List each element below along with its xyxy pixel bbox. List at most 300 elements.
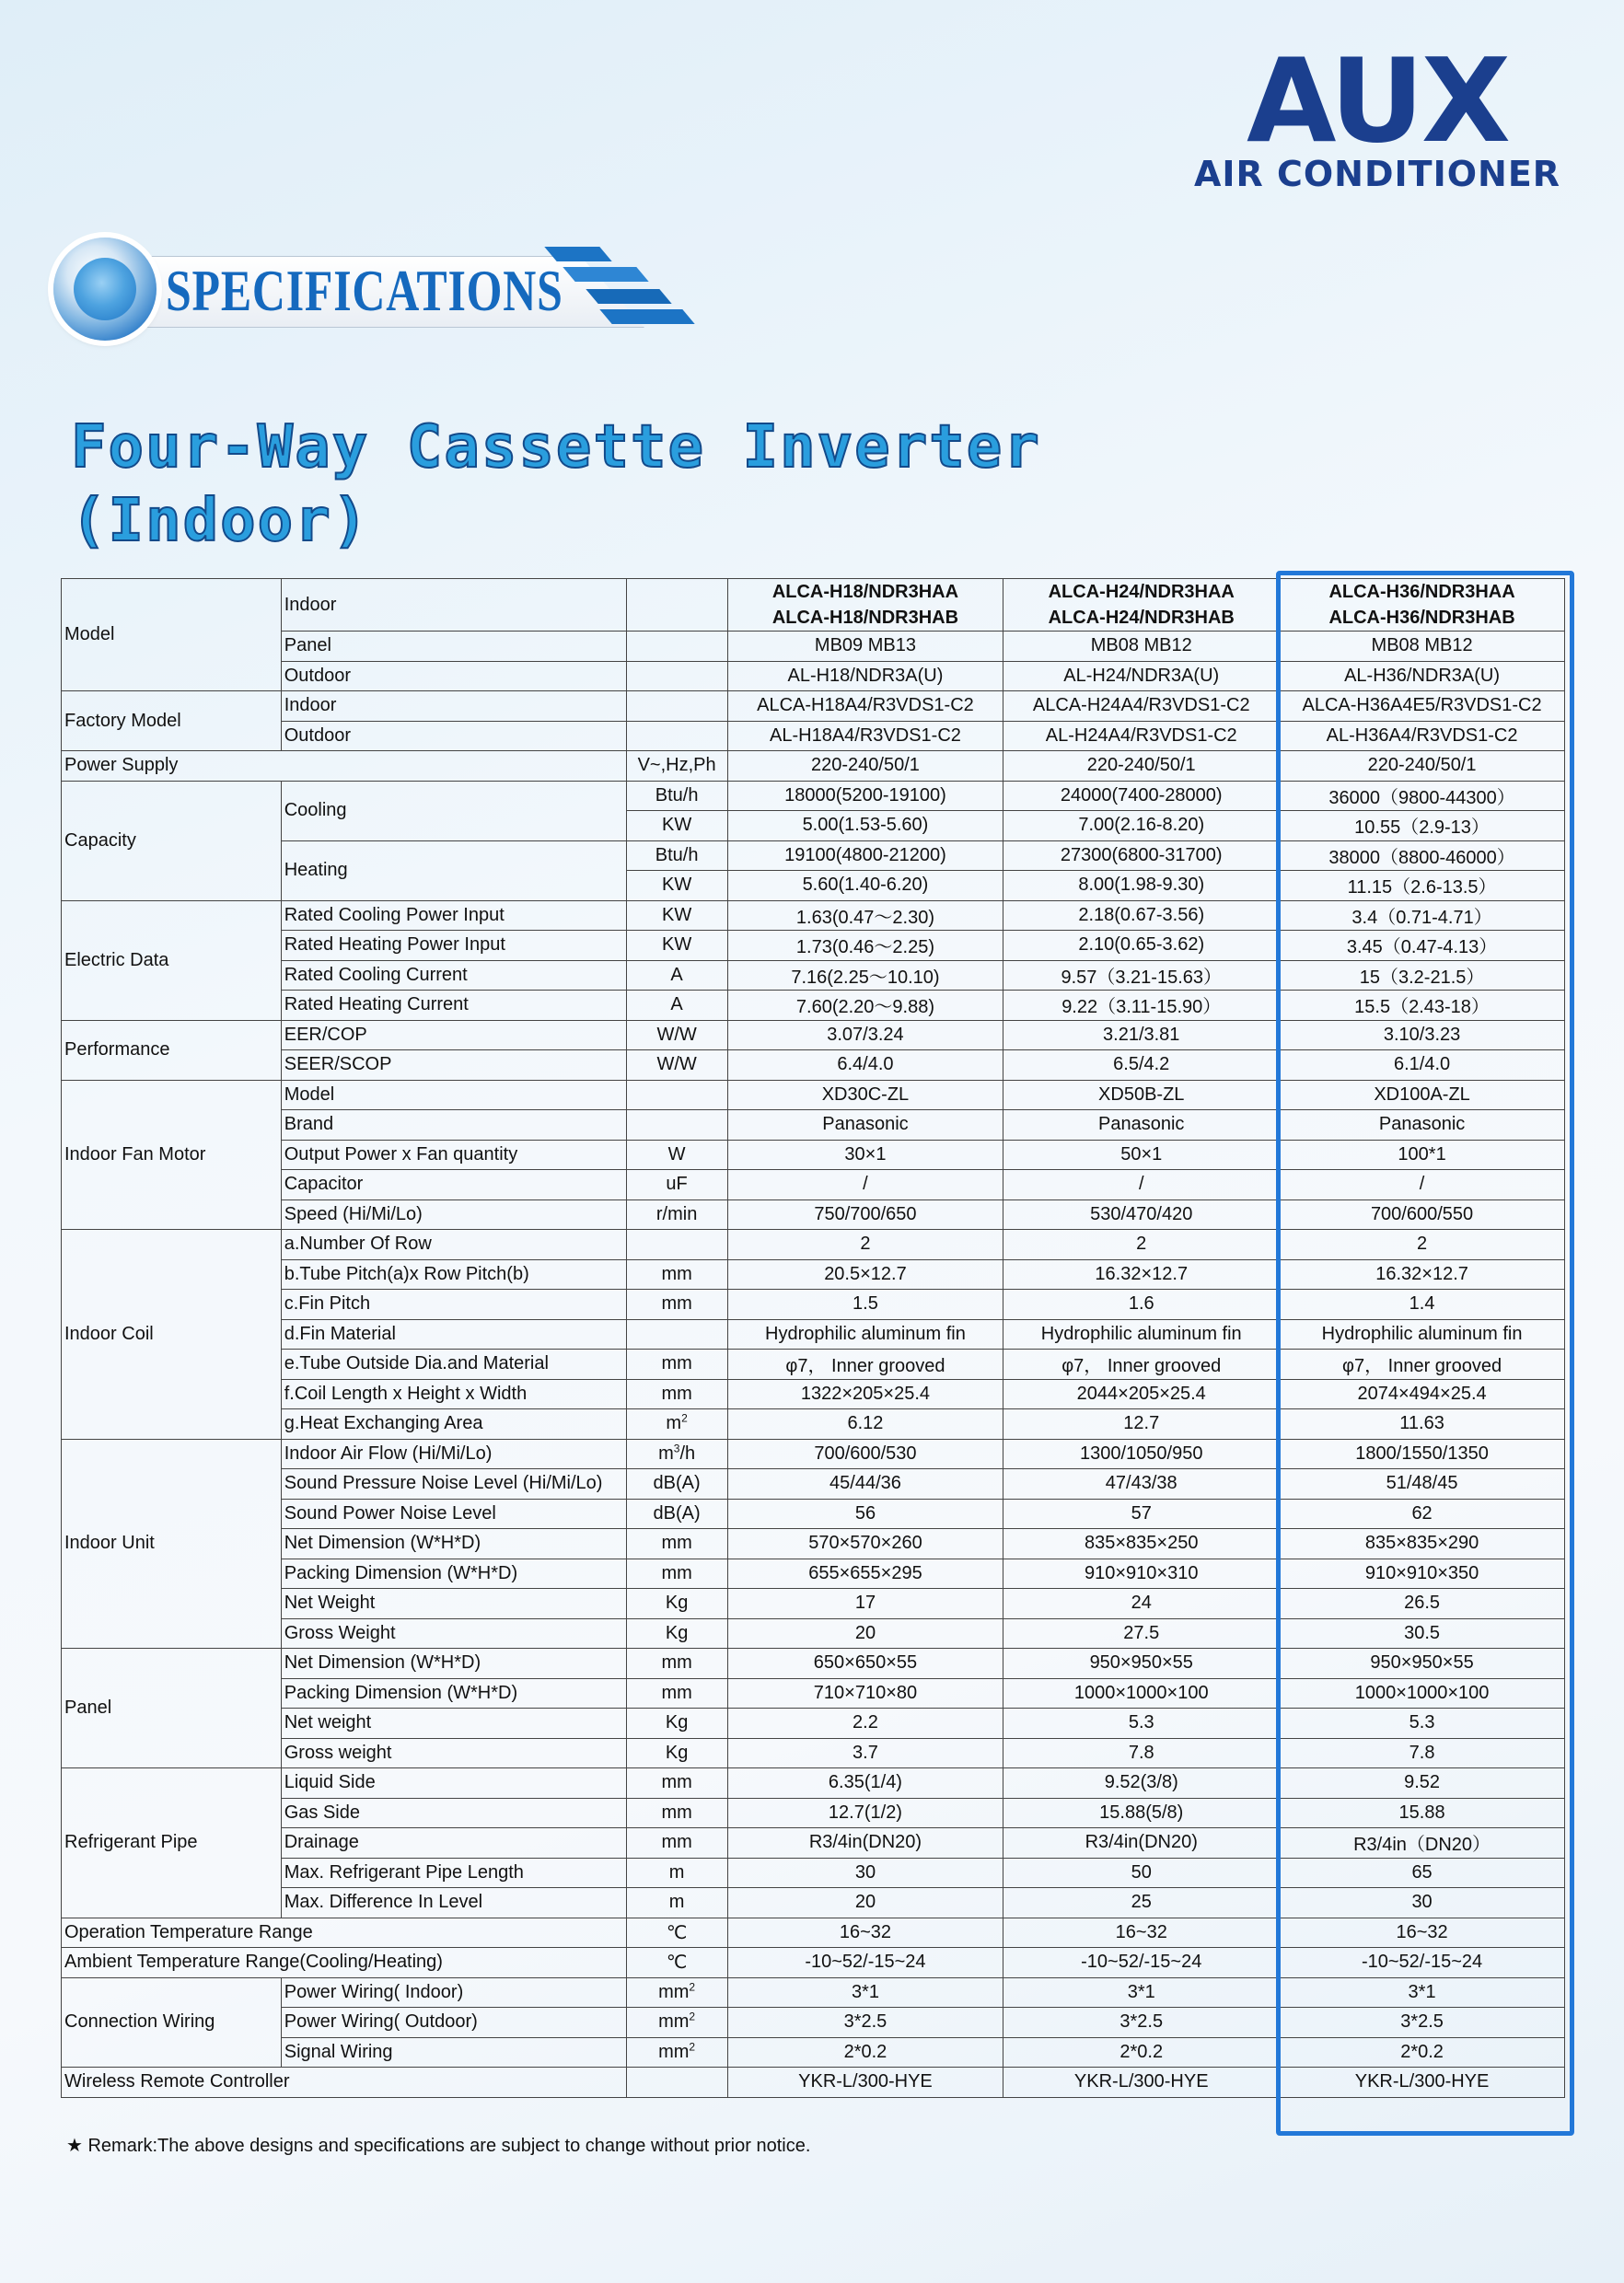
value-cell: 3*2.5 — [1003, 2008, 1280, 2038]
value-cell: / — [1003, 1170, 1280, 1200]
unit-cell: W — [626, 1140, 727, 1170]
value-cell: 2*0.2 — [1280, 2037, 1565, 2068]
table-row — [62, 1050, 1565, 1081]
item-label: Brand — [281, 1110, 626, 1141]
value-cell: AL-H24A4/R3VDS1-C2 — [1003, 721, 1280, 751]
value-cell: 3*1 — [1003, 1977, 1280, 2008]
value-cell: AL-H18A4/R3VDS1-C2 — [727, 721, 1003, 751]
unit-cell: m — [626, 1888, 727, 1918]
unit-cell: mm — [626, 1559, 727, 1589]
item-label: Signal Wiring — [281, 2037, 626, 2068]
value-cell: 5.3 — [1280, 1709, 1565, 1739]
value-cell: R3/4in(DN20) — [727, 1828, 1003, 1859]
group-label: Panel — [62, 1649, 282, 1768]
value-cell: AL-H36/NDR3A(U) — [1280, 661, 1565, 691]
value-cell: 220-240/50/1 — [727, 751, 1003, 782]
group-label: Refrigerant Pipe — [62, 1768, 282, 1918]
value-cell: R3/4in（DN20） — [1280, 1828, 1565, 1859]
value-cell: 15.5（2.43-18） — [1280, 991, 1565, 1021]
value-cell: 15.88(5/8) — [1003, 1798, 1280, 1828]
value-cell: 12.7(1/2) — [727, 1798, 1003, 1828]
item-label: Panel — [281, 632, 626, 662]
table-row — [62, 721, 1565, 751]
item-label: Outdoor — [281, 721, 626, 751]
value-cell: XD100A-ZL — [1280, 1080, 1565, 1110]
value-cell: 3.45（0.47-4.13） — [1280, 931, 1565, 961]
specifications-banner — [53, 238, 735, 348]
value-cell: 220-240/50/1 — [1280, 751, 1565, 782]
unit-cell: mm — [626, 1828, 727, 1859]
value-cell: 1.63(0.47～2.30) — [727, 900, 1003, 931]
value-cell: 5.3 — [1003, 1709, 1280, 1739]
value-cell: XD50B-ZL — [1003, 1080, 1280, 1110]
value-cell: 100*1 — [1280, 1140, 1565, 1170]
table-row — [62, 781, 1565, 811]
item-label: Drainage — [281, 1828, 626, 1859]
table-row — [62, 1828, 1565, 1859]
value-cell: 15.88 — [1280, 1798, 1565, 1828]
value-cell: 11.63 — [1280, 1409, 1565, 1440]
item-label: Indoor — [281, 691, 626, 722]
table-row — [62, 1080, 1565, 1110]
value-cell: 9.52(3/8) — [1003, 1768, 1280, 1799]
table-row — [62, 1409, 1565, 1440]
table-row — [62, 1020, 1565, 1050]
value-cell: 7.8 — [1003, 1738, 1280, 1768]
item-label: b.Tube Pitch(a)x Row Pitch(b) — [281, 1259, 626, 1290]
value-cell: 3*2.5 — [727, 2008, 1003, 2038]
unit-cell: dB(A) — [626, 1499, 727, 1529]
value-cell: 24 — [1003, 1589, 1280, 1619]
unit-cell: mm — [626, 1379, 727, 1409]
unit-cell — [626, 661, 727, 691]
item-label: Rated Heating Current — [281, 991, 626, 1021]
value-cell: 220-240/50/1 — [1003, 751, 1280, 782]
table-row — [62, 1290, 1565, 1320]
remark-note: ★ Remark:The above designs and specifications are subject to change without prior notice. — [66, 2136, 811, 2156]
table-row — [62, 900, 1565, 931]
value-cell: 3*1 — [1280, 1977, 1565, 2008]
table-row — [62, 991, 1565, 1021]
row-label: Wireless Remote Controller — [62, 2068, 627, 2098]
value-cell: 6.4/4.0 — [727, 1050, 1003, 1081]
unit-cell: Btu/h — [626, 781, 727, 811]
banner-stripe — [563, 267, 648, 282]
item-label: Packing Dimension (W*H*D) — [281, 1559, 626, 1589]
table-row — [62, 691, 1565, 722]
table-row — [62, 2037, 1565, 2068]
value-cell: 12.7 — [1003, 1409, 1280, 1440]
value-cell: 57 — [1003, 1499, 1280, 1529]
value-cell: XD30C-ZL — [727, 1080, 1003, 1110]
table-row — [62, 1678, 1565, 1709]
unit-cell: Btu/h — [626, 840, 727, 871]
banner-stripe — [586, 289, 671, 304]
value-cell: 3.21/3.81 — [1003, 1020, 1280, 1050]
value-cell: 30 — [1280, 1888, 1565, 1918]
table-row — [62, 1379, 1565, 1409]
value-cell: 9.22（3.11-15.90） — [1003, 991, 1280, 1021]
value-cell: 1.4 — [1280, 1290, 1565, 1320]
value-cell: 655×655×295 — [727, 1559, 1003, 1589]
value-cell: 10.55（2.9-13） — [1280, 811, 1565, 841]
unit-cell: mm — [626, 1350, 727, 1380]
value-cell: ALCA-H36A4E5/R3VDS1-C2 — [1280, 691, 1565, 722]
item-label: d.Fin Material — [281, 1319, 626, 1350]
item-label: Power Wiring( Indoor) — [281, 1977, 626, 2008]
unit-cell: W/W — [626, 1020, 727, 1050]
unit-cell — [626, 2068, 727, 2098]
item-label: Sound Power Noise Level — [281, 1499, 626, 1529]
item-label: Sound Pressure Noise Level (Hi/Mi/Lo) — [281, 1469, 626, 1500]
brand-logo — [1189, 33, 1566, 194]
unit-cell: ℃ — [626, 1918, 727, 1948]
item-label: Packing Dimension (W*H*D) — [281, 1678, 626, 1709]
value-cell: 38000（8800-46000） — [1280, 840, 1565, 871]
table-row — [62, 1230, 1565, 1260]
table-row — [62, 1768, 1565, 1799]
unit-cell: KW — [626, 871, 727, 901]
value-cell: 1322×205×25.4 — [727, 1379, 1003, 1409]
table-row — [62, 1140, 1565, 1170]
value-cell: φ7， Inner grooved — [727, 1350, 1003, 1380]
value-cell: 36000（9800-44300） — [1280, 781, 1565, 811]
table-row — [62, 1948, 1565, 1978]
value-cell: AL-H18/NDR3A(U) — [727, 661, 1003, 691]
value-cell: 20 — [727, 1618, 1003, 1649]
value-cell: 65 — [1280, 1858, 1565, 1888]
value-cell: ALCA-H36/NDR3HAA ALCA-H36/NDR3HAB — [1280, 579, 1565, 632]
table-row — [62, 1888, 1565, 1918]
group-label: Factory Model — [62, 691, 282, 751]
value-cell: 45/44/36 — [727, 1469, 1003, 1500]
value-cell: 950×950×55 — [1003, 1649, 1280, 1679]
table-row — [62, 1858, 1565, 1888]
value-cell: 1000×1000×100 — [1280, 1678, 1565, 1709]
value-cell: YKR-L/300-HYE — [727, 2068, 1003, 2098]
item-label: Max. Difference In Level — [281, 1888, 626, 1918]
value-cell: 3.07/3.24 — [727, 1020, 1003, 1050]
value-cell: Panasonic — [1003, 1110, 1280, 1141]
item-label: Indoor — [281, 579, 626, 632]
value-cell: 56 — [727, 1499, 1003, 1529]
unit-cell: Kg — [626, 1738, 727, 1768]
unit-cell: r/min — [626, 1199, 727, 1230]
value-cell: 2.18(0.67-3.56) — [1003, 900, 1280, 931]
value-cell: 5.60(1.40-6.20) — [727, 871, 1003, 901]
unit-cell — [626, 1110, 727, 1141]
item-label: Power Wiring( Outdoor) — [281, 2008, 626, 2038]
value-cell: MB08 MB12 — [1003, 632, 1280, 662]
value-cell: 30×1 — [727, 1140, 1003, 1170]
item-label: e.Tube Outside Dia.and Material — [281, 1350, 626, 1380]
value-cell: 2 — [1280, 1230, 1565, 1260]
item-label: Max. Refrigerant Pipe Length — [281, 1858, 626, 1888]
value-cell: 910×910×310 — [1003, 1559, 1280, 1589]
value-cell: 570×570×260 — [727, 1529, 1003, 1559]
value-cell: 2.10(0.65-3.62) — [1003, 931, 1280, 961]
value-cell: 9.52 — [1280, 1768, 1565, 1799]
value-cell: YKR-L/300-HYE — [1280, 2068, 1565, 2098]
item-label: Heating — [281, 840, 626, 900]
item-label: Rated Cooling Power Input — [281, 900, 626, 931]
table-row — [62, 2068, 1565, 2098]
value-cell: / — [1280, 1170, 1565, 1200]
item-label: f.Coil Length x Height x Width — [281, 1379, 626, 1409]
value-cell: 1.6 — [1003, 1290, 1280, 1320]
item-label: Cooling — [281, 781, 626, 840]
value-cell: 7.16(2.25～10.10) — [727, 960, 1003, 991]
table-row — [62, 751, 1565, 782]
value-cell: φ7， Inner grooved — [1003, 1350, 1280, 1380]
unit-cell: KW — [626, 931, 727, 961]
value-cell: 20 — [727, 1888, 1003, 1918]
value-cell: 2*0.2 — [727, 2037, 1003, 2068]
brand-tagline: AIR CONDITIONER — [1193, 154, 1561, 194]
value-cell: 7.60(2.20～9.88) — [727, 991, 1003, 1021]
value-cell: R3/4in(DN20) — [1003, 1828, 1280, 1859]
value-cell: φ7， Inner grooved — [1280, 1350, 1565, 1380]
value-cell: 710×710×80 — [727, 1678, 1003, 1709]
value-cell: MB09 MB13 — [727, 632, 1003, 662]
table-row — [62, 1618, 1565, 1649]
unit-cell: KW — [626, 811, 727, 841]
value-cell: 3*1 — [727, 1977, 1003, 2008]
page-title: Four-Way Cassette Inverter (Indoor) — [71, 413, 1041, 555]
value-cell: 2*0.2 — [1003, 2037, 1280, 2068]
table-row — [62, 632, 1565, 662]
value-cell: 5.00(1.53-5.60) — [727, 811, 1003, 841]
table-row — [62, 1110, 1565, 1141]
unit-cell: mm — [626, 1649, 727, 1679]
value-cell: 650×650×55 — [727, 1649, 1003, 1679]
table-row — [62, 1559, 1565, 1589]
value-cell: 30.5 — [1280, 1618, 1565, 1649]
value-cell: AL-H24/NDR3A(U) — [1003, 661, 1280, 691]
group-label: Indoor Coil — [62, 1230, 282, 1440]
value-cell: 3.7 — [727, 1738, 1003, 1768]
item-label: Rated Heating Power Input — [281, 931, 626, 961]
table-row — [62, 1499, 1565, 1529]
value-cell: 7.00(2.16-8.20) — [1003, 811, 1280, 841]
banner-title: SPECIFICATIONS — [166, 258, 563, 323]
table-row — [62, 1439, 1565, 1469]
table-row — [62, 1589, 1565, 1619]
item-label: Capacitor — [281, 1170, 626, 1200]
value-cell: 2.2 — [727, 1709, 1003, 1739]
value-cell: 6.1/4.0 — [1280, 1050, 1565, 1081]
unit-cell — [626, 691, 727, 722]
row-label: Power Supply — [62, 751, 627, 782]
item-label: Rated Cooling Current — [281, 960, 626, 991]
value-cell: 50×1 — [1003, 1140, 1280, 1170]
unit-cell: $m^3/h$ — [626, 1439, 727, 1469]
value-cell: AL-H36A4/R3VDS1-C2 — [1280, 721, 1565, 751]
value-cell: YKR-L/300-HYE — [1003, 2068, 1280, 2098]
unit-cell: mm — [626, 1259, 727, 1290]
value-cell: 910×910×350 — [1280, 1559, 1565, 1589]
table-row — [62, 579, 1565, 632]
group-label: Indoor Fan Motor — [62, 1080, 282, 1230]
unit-cell — [626, 1230, 727, 1260]
item-label: Indoor Air Flow (Hi/Mi/Lo) — [281, 1439, 626, 1469]
row-label: Ambient Temperature Range(Cooling/Heating) — [62, 1948, 627, 1978]
table-row — [62, 1798, 1565, 1828]
value-cell: 750/700/650 — [727, 1199, 1003, 1230]
table-row — [62, 1977, 1565, 2008]
value-cell: 47/43/38 — [1003, 1469, 1280, 1500]
table-row — [62, 1529, 1565, 1559]
item-label: Gross weight — [281, 1738, 626, 1768]
group-label: Performance — [62, 1020, 282, 1080]
value-cell: Hydrophilic aluminum fin — [1280, 1319, 1565, 1350]
value-cell: 3*2.5 — [1280, 2008, 1565, 2038]
value-cell: 16~32 — [1003, 1918, 1280, 1948]
item-label: Net Dimension (W*H*D) — [281, 1529, 626, 1559]
value-cell: Panasonic — [727, 1110, 1003, 1141]
value-cell: 6.5/4.2 — [1003, 1050, 1280, 1081]
item-label: Liquid Side — [281, 1768, 626, 1799]
unit-cell: mm — [626, 1529, 727, 1559]
item-label: Gas Side — [281, 1798, 626, 1828]
item-label: EER/COP — [281, 1020, 626, 1050]
value-cell: ALCA-H24/NDR3HAA ALCA-H24/NDR3HAB — [1003, 579, 1280, 632]
value-cell: 27300(6800-31700) — [1003, 840, 1280, 871]
table-row — [62, 960, 1565, 991]
value-cell: 17 — [727, 1589, 1003, 1619]
item-label: a.Number Of Row — [281, 1230, 626, 1260]
value-cell: 50 — [1003, 1858, 1280, 1888]
item-label: Model — [281, 1080, 626, 1110]
value-cell: 530/470/420 — [1003, 1199, 1280, 1230]
value-cell: 1300/1050/950 — [1003, 1439, 1280, 1469]
value-cell: 6.12 — [727, 1409, 1003, 1440]
table-row — [62, 1649, 1565, 1679]
group-label: Indoor Unit — [62, 1439, 282, 1649]
value-cell: 3.4（0.71-4.71） — [1280, 900, 1565, 931]
table-row — [62, 1350, 1565, 1380]
unit-cell: m — [626, 1858, 727, 1888]
value-cell: -10~52/-15~24 — [727, 1948, 1003, 1978]
value-cell: -10~52/-15~24 — [1003, 1948, 1280, 1978]
unit-cell: A — [626, 960, 727, 991]
value-cell: 9.57（3.21-15.63） — [1003, 960, 1280, 991]
unit-cell: $mm^2$ — [626, 1977, 727, 2008]
table-row — [62, 840, 1565, 871]
value-cell: MB08 MB12 — [1280, 632, 1565, 662]
banner-stripe — [599, 309, 694, 324]
unit-cell — [626, 1319, 727, 1350]
value-cell: 20.5×12.7 — [727, 1259, 1003, 1290]
item-label: c.Fin Pitch — [281, 1290, 626, 1320]
value-cell: 27.5 — [1003, 1618, 1280, 1649]
value-cell: 15（3.2-21.5） — [1280, 960, 1565, 991]
table-row — [62, 931, 1565, 961]
specifications-table — [61, 578, 1565, 2098]
unit-cell: mm — [626, 1768, 727, 1799]
item-label: Speed (Hi/Mi/Lo) — [281, 1199, 626, 1230]
unit-cell — [626, 721, 727, 751]
table-row — [62, 1469, 1565, 1500]
value-cell: ALCA-H18/NDR3HAA ALCA-H18/NDR3HAB — [727, 579, 1003, 632]
item-label: Gross Weight — [281, 1618, 626, 1649]
unit-cell: mm — [626, 1290, 727, 1320]
value-cell: 1.5 — [727, 1290, 1003, 1320]
value-cell: 16.32×12.7 — [1003, 1259, 1280, 1290]
table-row — [62, 1199, 1565, 1230]
value-cell: -10~52/-15~24 — [1280, 1948, 1565, 1978]
value-cell: 16~32 — [1280, 1918, 1565, 1948]
item-label: Net Dimension (W*H*D) — [281, 1649, 626, 1679]
value-cell: 1800/1550/1350 — [1280, 1439, 1565, 1469]
unit-cell — [626, 632, 727, 662]
value-cell: / — [727, 1170, 1003, 1200]
value-cell: 700/600/530 — [727, 1439, 1003, 1469]
value-cell: 3.10/3.23 — [1280, 1020, 1565, 1050]
value-cell: 6.35(1/4) — [727, 1768, 1003, 1799]
unit-cell — [626, 1080, 727, 1110]
value-cell: ALCA-H18A4/R3VDS1-C2 — [727, 691, 1003, 722]
unit-cell: $m^2$ — [626, 1409, 727, 1440]
brand-name: AUX — [1246, 33, 1509, 168]
item-label: Outdoor — [281, 661, 626, 691]
unit-cell: $mm^2$ — [626, 2008, 727, 2038]
table-row — [62, 1709, 1565, 1739]
table-row — [62, 1918, 1565, 1948]
unit-cell: ℃ — [626, 1948, 727, 1978]
item-label: g.Heat Exchanging Area — [281, 1409, 626, 1440]
value-cell: 25 — [1003, 1888, 1280, 1918]
item-label: Net weight — [281, 1709, 626, 1739]
value-cell: 16.32×12.7 — [1280, 1259, 1565, 1290]
value-cell: 2 — [727, 1230, 1003, 1260]
value-cell: 30 — [727, 1858, 1003, 1888]
value-cell: 24000(7400-28000) — [1003, 781, 1280, 811]
row-label: Operation Temperature Range — [62, 1918, 627, 1948]
unit-cell: Kg — [626, 1709, 727, 1739]
item-label: Output Power x Fan quantity — [281, 1140, 626, 1170]
unit-cell: V~,Hz,Ph — [626, 751, 727, 782]
value-cell: 700/600/550 — [1280, 1199, 1565, 1230]
value-cell: 51/48/45 — [1280, 1469, 1565, 1500]
table-row — [62, 1259, 1565, 1290]
value-cell: 8.00(1.98-9.30) — [1003, 871, 1280, 901]
unit-cell: uF — [626, 1170, 727, 1200]
value-cell: 835×835×250 — [1003, 1529, 1280, 1559]
table-row — [62, 661, 1565, 691]
unit-cell: A — [626, 991, 727, 1021]
unit-cell — [626, 579, 727, 632]
unit-cell: W/W — [626, 1050, 727, 1081]
value-cell: ALCA-H24A4/R3VDS1-C2 — [1003, 691, 1280, 722]
item-label: SEER/SCOP — [281, 1050, 626, 1081]
unit-cell: dB(A) — [626, 1469, 727, 1500]
globe-icon — [53, 238, 157, 341]
value-cell: 62 — [1280, 1499, 1565, 1529]
unit-cell: Kg — [626, 1618, 727, 1649]
value-cell: 11.15（2.6-13.5） — [1280, 871, 1565, 901]
group-label: Connection Wiring — [62, 1977, 282, 2068]
value-cell: 18000(5200-19100) — [727, 781, 1003, 811]
value-cell: 26.5 — [1280, 1589, 1565, 1619]
item-label: Net Weight — [281, 1589, 626, 1619]
value-cell: 19100(4800-21200) — [727, 840, 1003, 871]
value-cell: Hydrophilic aluminum fin — [1003, 1319, 1280, 1350]
value-cell: 2044×205×25.4 — [1003, 1379, 1280, 1409]
table-row — [62, 2008, 1565, 2038]
table-row — [62, 1738, 1565, 1768]
value-cell: 16~32 — [727, 1918, 1003, 1948]
